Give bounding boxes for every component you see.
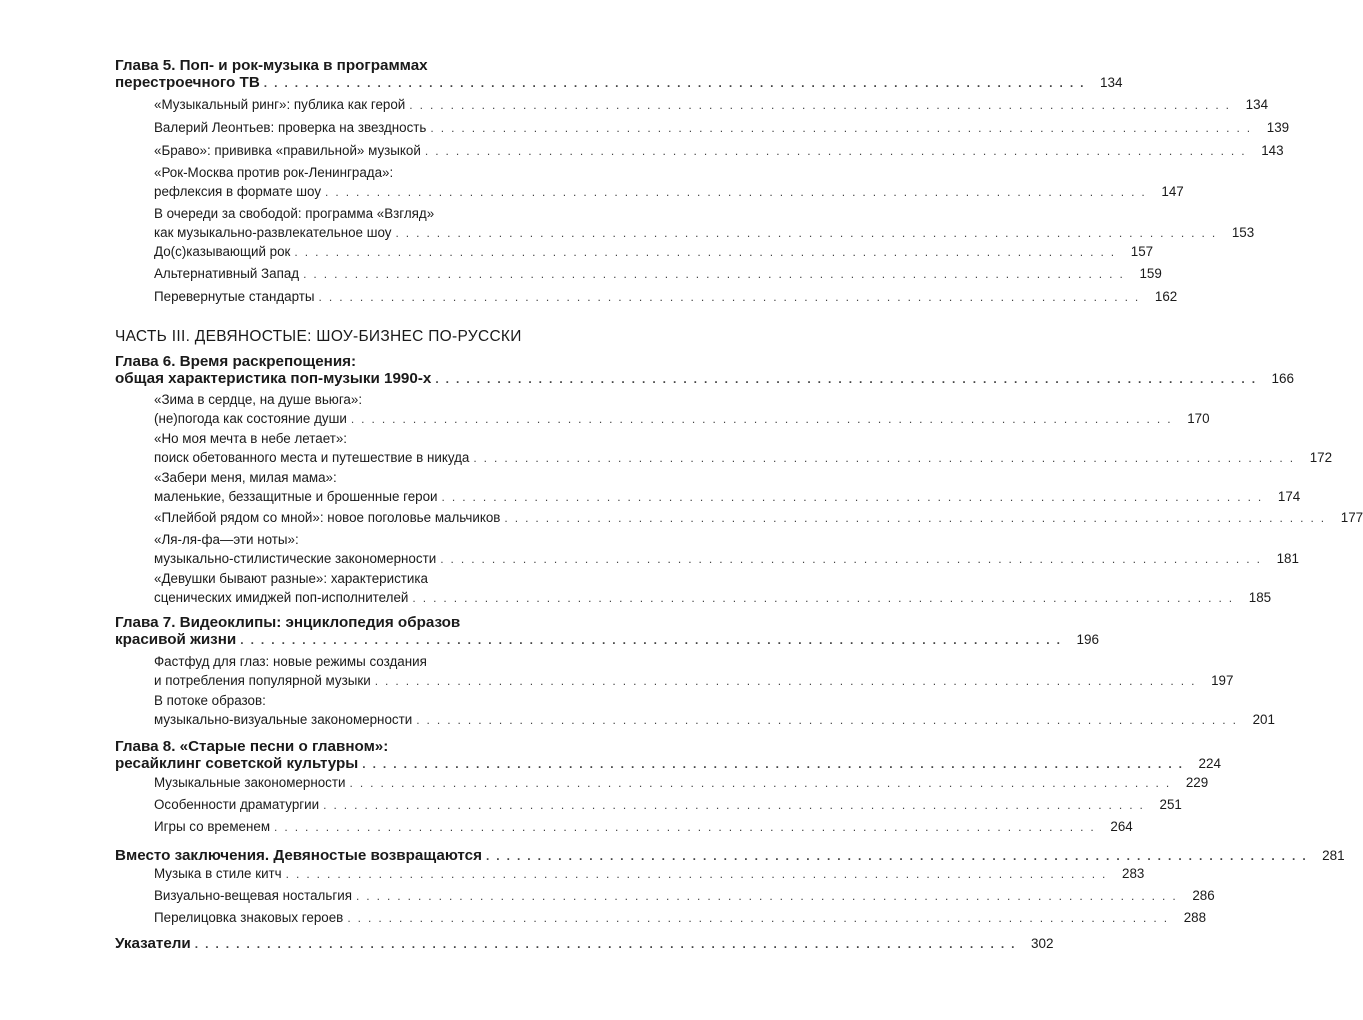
page-number: 283 bbox=[1122, 866, 1145, 881]
page-number: 197 bbox=[1211, 672, 1234, 688]
item-title: В очереди за свободой: программа «Взгляд» bbox=[154, 206, 435, 221]
chapter-title-line: красивой жизни bbox=[115, 631, 237, 648]
item-title: Фастфуд для глаз: новые режимы создания bbox=[154, 654, 427, 669]
dot-leader: ................................................................................ bbox=[473, 450, 1301, 465]
toc-item bbox=[154, 796, 1182, 815]
dot-leader: ................................................................................ bbox=[325, 184, 1152, 199]
chapter-title-line: ресайклинг советской культуры bbox=[115, 755, 359, 772]
toc-item bbox=[154, 531, 1299, 568]
dot-leader: ................................................................................ bbox=[504, 511, 1332, 525]
item-title: Особенности драматургии bbox=[154, 797, 320, 812]
item-title: сценических имиджей поп-исполнителей bbox=[154, 589, 409, 605]
page-number: 170 bbox=[1187, 410, 1210, 426]
dot-leader: ................................................................................ bbox=[240, 633, 1067, 647]
chapter-title-line: перестроечного ТВ bbox=[115, 74, 260, 91]
dot-leader: ................................................................................ bbox=[430, 121, 1258, 135]
dot-leader: ................................................................................ bbox=[435, 372, 1263, 386]
chapter-title-line: Глава 5. Поп- и рок-музыка в программах bbox=[115, 57, 428, 74]
dot-leader: ................................................................................ bbox=[409, 98, 1237, 112]
item-title: «Зима в сердце, на душе вьюга»: bbox=[154, 392, 363, 407]
dot-leader: ................................................................................ bbox=[440, 551, 1267, 566]
page-number: 172 bbox=[1309, 449, 1333, 465]
part-title: ЧАСТЬ III. ДЕВЯНОСТЫЕ: ШОУ-БИЗНЕС ПО-РУССКИ bbox=[115, 328, 522, 345]
item-title: «Забери меня, милая мама»: bbox=[154, 470, 337, 485]
page-number: 143 bbox=[1261, 143, 1284, 158]
dot-leader: ................................................................................ bbox=[350, 411, 1178, 426]
page-number: 251 bbox=[1159, 797, 1182, 812]
item-title: Валерий Леонтьев: проверка на звездность bbox=[154, 120, 427, 135]
page-number: 281 bbox=[1322, 848, 1345, 863]
dot-leader: ................................................................................ bbox=[485, 849, 1313, 863]
item-title: «Девушки бывают разные»: характеристика bbox=[154, 571, 428, 586]
toc-item bbox=[154, 288, 1178, 307]
page-number: 153 bbox=[1231, 224, 1255, 240]
chapter-title-line: Глава 7. Видеоклипы: энциклопедия образов bbox=[115, 614, 461, 631]
item-title: музыкально-стилистические закономерности bbox=[154, 550, 437, 566]
page-number: 288 bbox=[1183, 910, 1207, 925]
toc-item bbox=[154, 164, 1184, 201]
page-number: 229 bbox=[1185, 775, 1209, 790]
item-title: До(с)казывающий рок bbox=[154, 244, 291, 259]
item-title: как музыкально-развлекательное шоу bbox=[154, 224, 392, 240]
item-title: Перелицовка знаковых героев bbox=[154, 910, 344, 925]
dot-leader: ................................................................................ bbox=[323, 798, 1150, 812]
toc-item bbox=[154, 570, 1272, 607]
item-title: Музыкальные закономерности bbox=[154, 775, 346, 790]
item-title: (не)погода как состояние души bbox=[154, 410, 347, 426]
toc-chapter-6 bbox=[115, 353, 1295, 388]
toc-item bbox=[154, 430, 1333, 467]
chapter-title-line: Глава 8. «Старые песни о главном»: bbox=[115, 738, 389, 755]
dot-leader: ................................................................................ bbox=[318, 290, 1146, 304]
item-title: Альтернативный Запад bbox=[154, 266, 300, 281]
toc-item bbox=[154, 509, 1363, 528]
item-title: Музыка в стиле китч bbox=[154, 866, 282, 881]
page-number: 185 bbox=[1248, 589, 1272, 605]
dot-leader: ................................................................................ bbox=[374, 673, 1202, 688]
toc-item bbox=[154, 391, 1210, 428]
dot-leader: ................................................................................ bbox=[416, 712, 1243, 727]
toc-item bbox=[154, 265, 1162, 284]
toc-chapter-8 bbox=[115, 738, 1221, 773]
dot-leader: ................................................................................ bbox=[349, 776, 1177, 790]
item-title: Визуально-вещевая ностальгия bbox=[154, 888, 352, 903]
page-number: 181 bbox=[1276, 550, 1299, 566]
item-title: маленькие, беззащитные и брошенные герои bbox=[154, 488, 438, 504]
page-number: 302 bbox=[1030, 936, 1054, 951]
page-number: 201 bbox=[1252, 711, 1275, 727]
chapter-title-line: Глава 6. Время раскрепощения: bbox=[115, 353, 357, 370]
dot-leader: ................................................................................ bbox=[194, 937, 1022, 951]
page-number: 224 bbox=[1198, 756, 1221, 771]
page-number: 162 bbox=[1154, 289, 1178, 304]
item-title: Игры со временем bbox=[154, 819, 271, 834]
page-number: 134 bbox=[1099, 75, 1123, 90]
page-number: 147 bbox=[1161, 183, 1184, 199]
item-title: рефлексия в формате шоу bbox=[154, 183, 322, 199]
dot-leader: ................................................................................ bbox=[362, 757, 1189, 771]
dot-leader: ................................................................................ bbox=[263, 76, 1091, 90]
item-title: «Но моя мечта в небе летает»: bbox=[154, 431, 348, 446]
item-title: «Рок-Москва против рок-Ленинграда»: bbox=[154, 165, 394, 180]
item-title: «Плейбой рядом со мной»: новое поголовье мальчиков bbox=[154, 510, 501, 525]
page-number: 157 bbox=[1130, 244, 1154, 259]
item-title: В потоке образов: bbox=[154, 693, 266, 708]
toc-item bbox=[154, 119, 1290, 138]
dot-leader: ................................................................................ bbox=[355, 889, 1183, 903]
toc-conclusion bbox=[115, 847, 1345, 865]
toc-item bbox=[154, 653, 1234, 690]
chapter-title-line: Вместо заключения. Девяностые возвращаются bbox=[115, 847, 482, 864]
toc-index bbox=[115, 935, 1054, 953]
chapter-title-line: Указатели bbox=[115, 935, 191, 952]
dot-leader: ................................................................................ bbox=[285, 867, 1113, 881]
item-title: музыкально-визуальные закономерности bbox=[154, 711, 413, 727]
toc-part-heading bbox=[115, 328, 587, 346]
toc-item bbox=[154, 692, 1275, 729]
toc-item bbox=[154, 96, 1269, 115]
item-title: Перевернутые стандарты bbox=[154, 289, 315, 304]
page-number: 264 bbox=[1110, 819, 1133, 834]
item-title: «Браво»: прививка «правильной» музыкой bbox=[154, 143, 421, 158]
toc-item bbox=[154, 243, 1154, 262]
toc-chapter-5 bbox=[115, 57, 1123, 92]
toc-item bbox=[154, 142, 1284, 161]
page-number: 166 bbox=[1271, 371, 1295, 386]
page-number: 196 bbox=[1076, 632, 1099, 647]
item-title: «Музыкальный ринг»: публика как герой bbox=[154, 97, 406, 112]
dot-leader: ................................................................................ bbox=[294, 245, 1122, 259]
dot-leader: ................................................................................ bbox=[441, 489, 1269, 504]
dot-leader: ................................................................................ bbox=[395, 225, 1223, 240]
item-title: «Ля-ля-фа—эти ноты»: bbox=[154, 532, 299, 547]
item-title: поиск обетованного места и путешествие в никуда bbox=[154, 449, 470, 465]
page-number: 286 bbox=[1192, 888, 1215, 903]
toc-item bbox=[154, 818, 1133, 837]
page-number: 134 bbox=[1245, 97, 1269, 112]
chapter-title-line: общая характеристика поп-музыки 1990-х bbox=[115, 370, 432, 387]
item-title: и потребления популярной музыки bbox=[154, 672, 371, 688]
page-number: 174 bbox=[1277, 488, 1301, 504]
toc-item bbox=[154, 469, 1301, 506]
dot-leader: ................................................................................ bbox=[274, 820, 1101, 834]
dot-leader: ................................................................................ bbox=[303, 267, 1130, 281]
toc-item bbox=[154, 887, 1215, 906]
page-number: 177 bbox=[1340, 510, 1363, 525]
toc-item bbox=[154, 774, 1209, 793]
toc-item bbox=[154, 205, 1255, 242]
page-number: 159 bbox=[1139, 266, 1162, 281]
toc-chapter-7 bbox=[115, 614, 1099, 649]
dot-leader: ................................................................................ bbox=[412, 590, 1240, 605]
page-number: 139 bbox=[1266, 120, 1290, 135]
toc-item bbox=[154, 909, 1207, 928]
toc-item bbox=[154, 865, 1145, 884]
dot-leader: ................................................................................ bbox=[347, 911, 1175, 925]
dot-leader: ................................................................................ bbox=[424, 144, 1252, 158]
